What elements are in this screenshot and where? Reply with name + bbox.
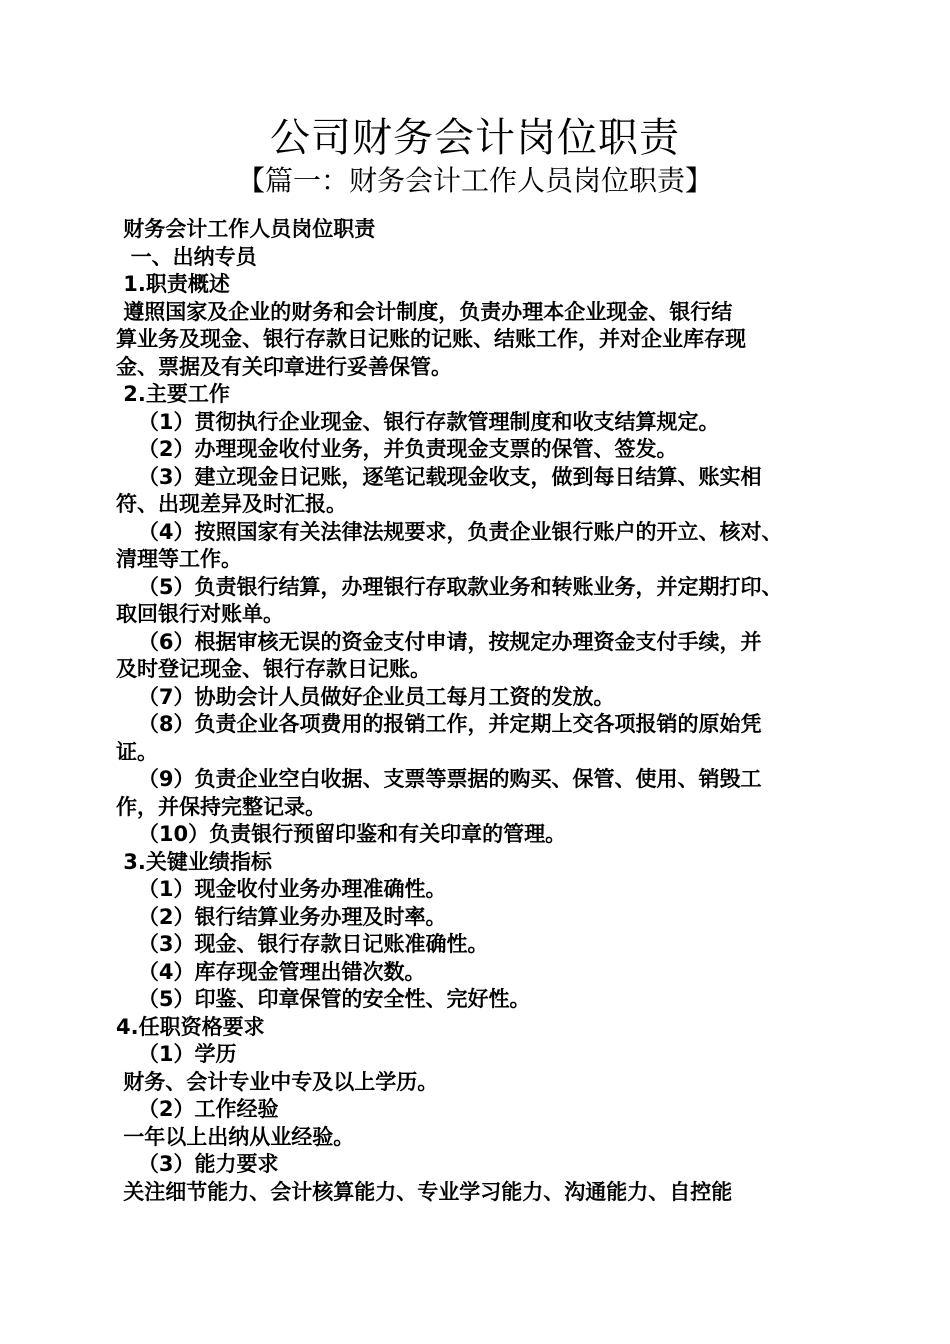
text-line: 算业务及现金、银行存款日记账的记账、结账工作，并对企业库存现	[116, 327, 746, 351]
text-line: 2.主要工作	[116, 382, 230, 406]
text-line: （2）工作经验	[116, 1097, 279, 1121]
document-title: 公司财务会计岗位职责	[270, 115, 680, 161]
text-line: （1）现金收付业务办理准确性。	[116, 877, 447, 901]
text-line: 及时登记现金、银行存款日记账。	[116, 657, 431, 681]
text-line: 4.任职资格要求	[116, 1014, 265, 1039]
text-line: （3）建立现金日记账，逐笔记载现金收支，做到每日结算、账实相	[116, 464, 762, 489]
text-line: （1）贯彻执行企业现金、银行存款管理制度和收支结算规定。	[116, 409, 720, 434]
text-line: （2）办理现金收付业务，并负责现金支票的保管、签发。	[116, 437, 678, 461]
text-line: 金、票据及有关印章进行妥善保管。	[116, 354, 452, 379]
text-line: 一、出纳专员	[116, 244, 257, 269]
text-line: 作，并保持完整记录。	[116, 794, 326, 819]
text-line: （3）现金、银行存款日记账准确性。	[116, 932, 489, 956]
text-line: 关注细节能力、会计核算能力、专业学习能力、沟通能力、自控能	[116, 1179, 733, 1204]
text-line: 财务、会计专业中专及以上学历。	[116, 1069, 439, 1094]
text-line: （8）负责企业各项费用的报销工作，并定期上交各项报销的原始凭	[116, 712, 762, 736]
text-line: （6）根据审核无误的资金支付申请，按规定办理资金支付手续，并	[116, 629, 762, 654]
text-line: 一年以上出纳从业经验。	[116, 1124, 355, 1149]
text-line: 证。	[116, 739, 158, 764]
text-line: （4）按照国家有关法律法规要求，负责企业银行账户的开立、核对、	[116, 519, 783, 544]
text-line: （10）负责银行预留印鉴和有关印章的管理。	[116, 822, 567, 846]
text-line: （3）能力要求	[116, 1152, 279, 1176]
text-line: （1）学历	[116, 1042, 237, 1066]
text-line: （4）库存现金管理出错次数。	[116, 959, 426, 984]
text-line: （2）银行结算业务办理及时率。	[116, 904, 447, 929]
text-line: 财务会计工作人员岗位职责	[116, 217, 376, 241]
document-body	[116, 216, 846, 1206]
text-line: 取回银行对账单。	[116, 602, 284, 626]
text-line: （7）协助会计人员做好企业员工每月工资的发放。	[116, 684, 615, 709]
text-line: 符、出现差异及时汇报。	[116, 492, 347, 516]
text-line: 3.关键业绩指标	[116, 849, 272, 874]
text-line: （9）负责企业空白收据、支票等票据的购买、保管、使用、销毁工	[116, 767, 762, 791]
text-line: （5）负责银行结算，办理银行存取款业务和转账业务，并定期打印、	[116, 574, 783, 599]
text-line: 清理等工作。	[116, 547, 242, 571]
document-subtitle: 【篇一：财务会计工作人员岗位职责】	[236, 164, 713, 197]
text-line: 遵照国家及企业的财务和会计制度，负责办理本企业现金、银行结	[116, 299, 733, 324]
text-line: （5）印鉴、印章保管的安全性、完好性。	[116, 987, 531, 1011]
text-line: 1.职责概述	[116, 272, 230, 296]
